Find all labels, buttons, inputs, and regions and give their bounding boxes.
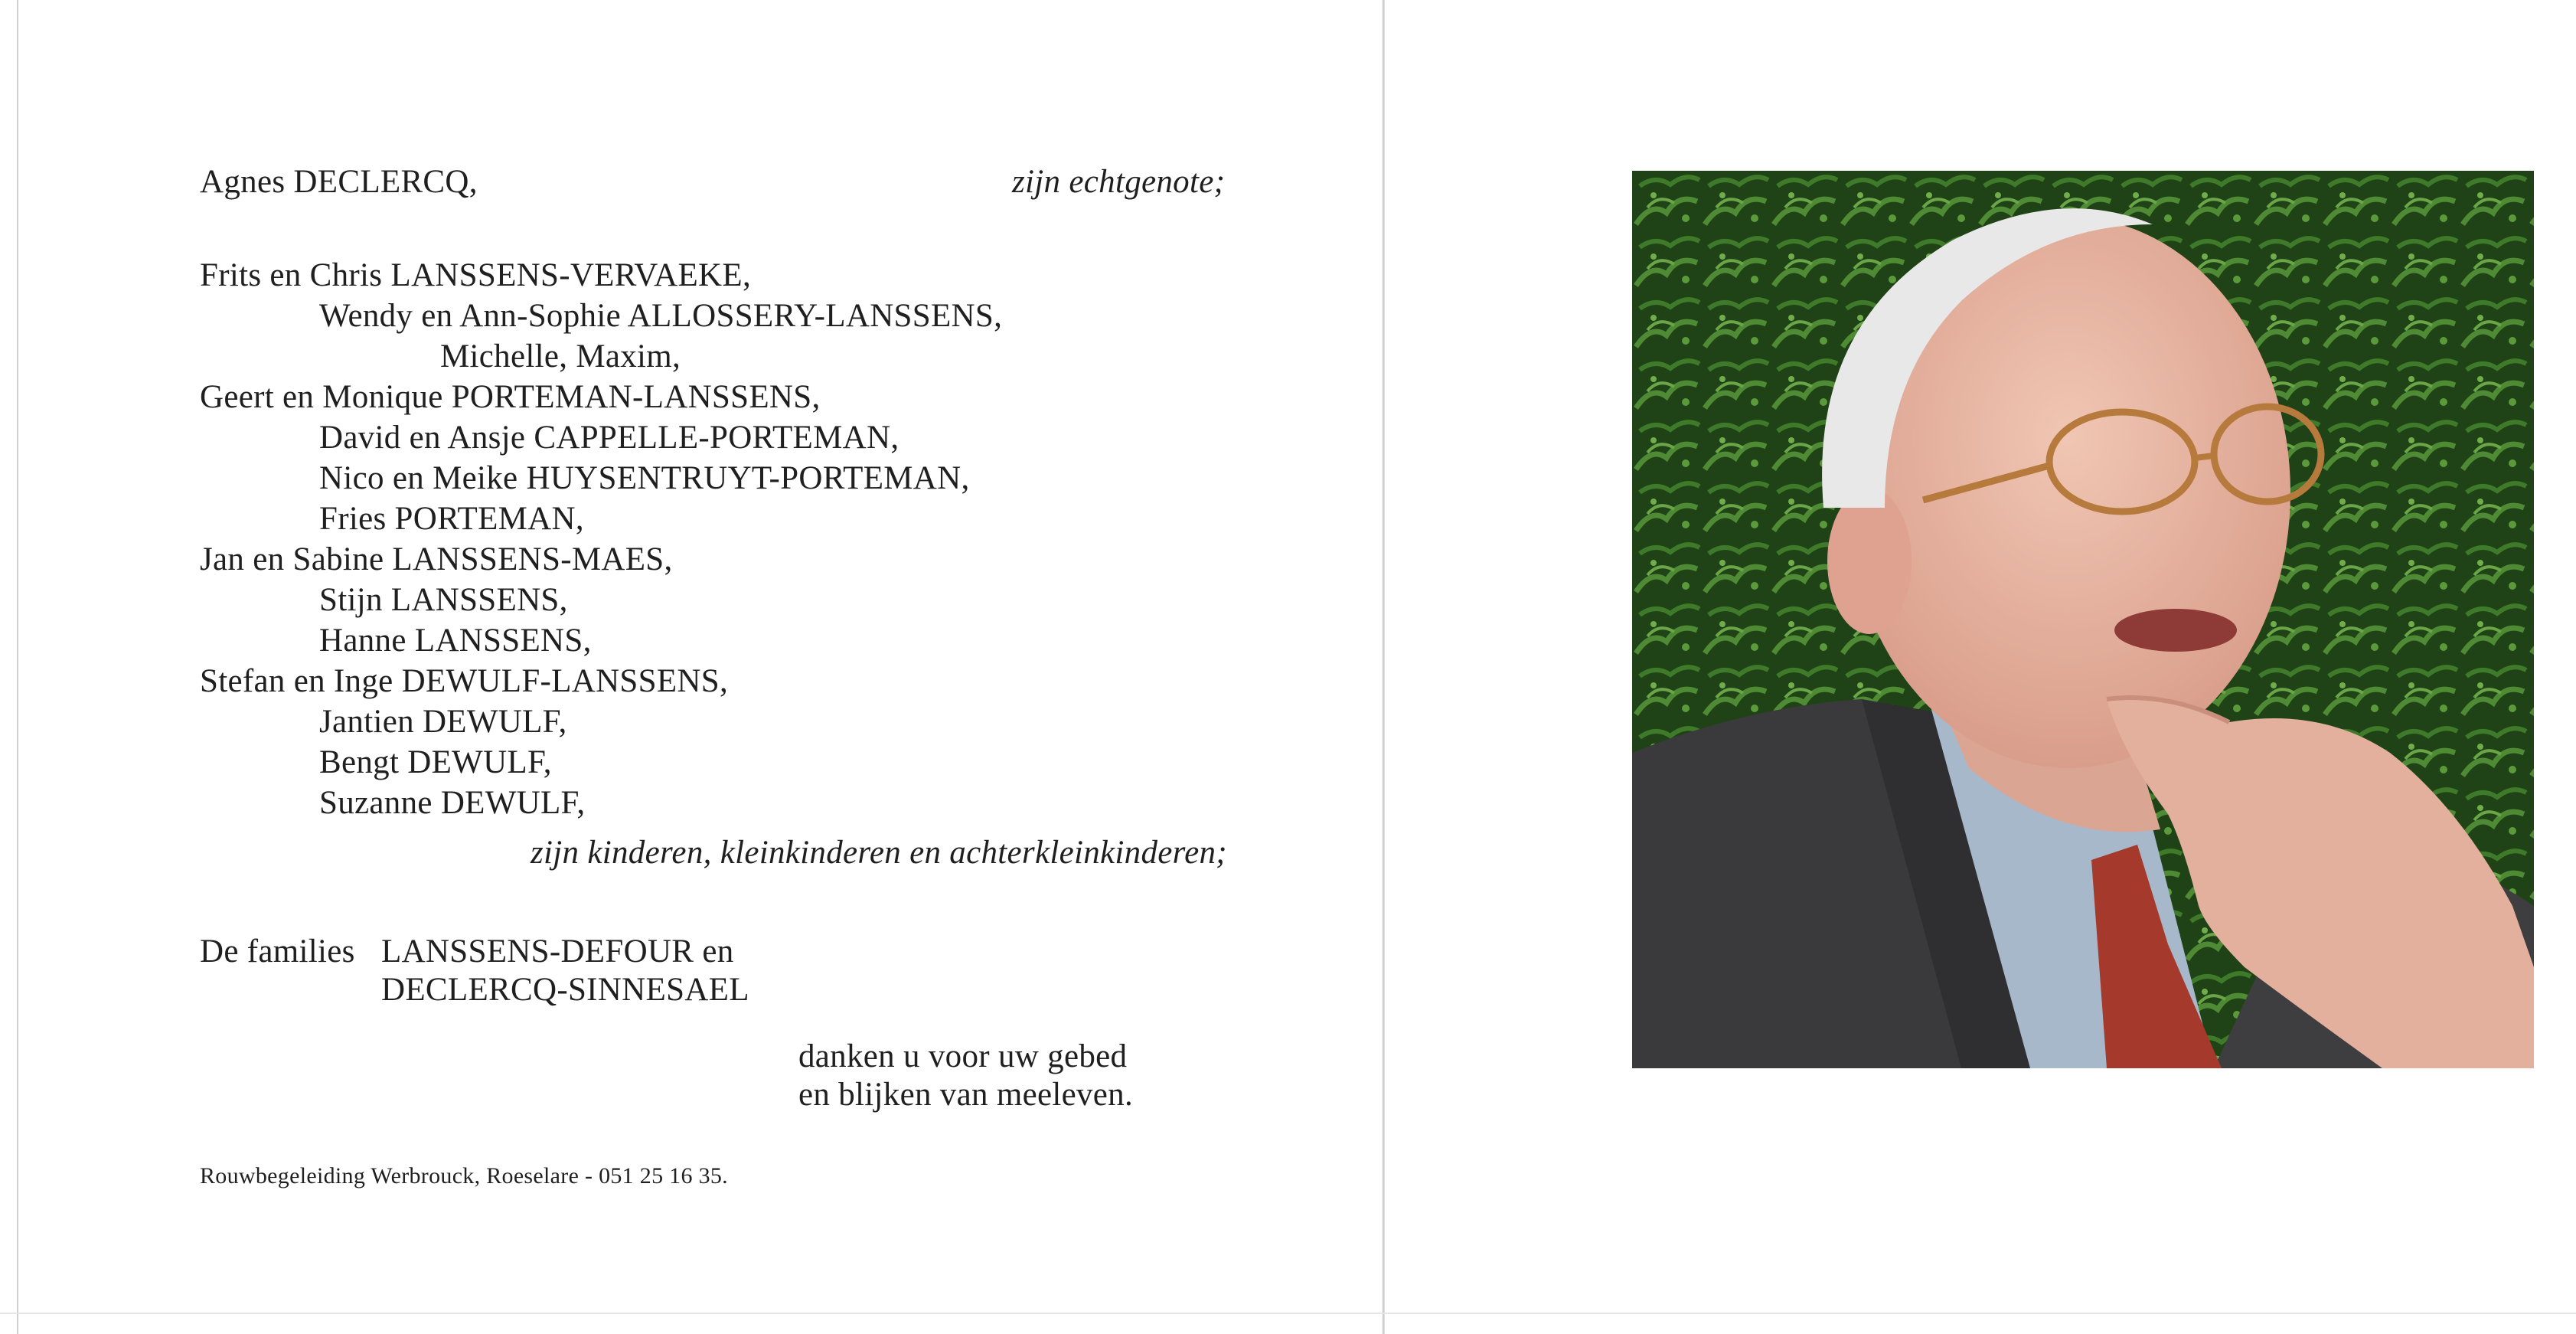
family-line: Jantien DEWULF,: [319, 704, 567, 740]
family-line: Frits en Chris LANSSENS-VERVAEKE,: [200, 257, 751, 293]
page-edge: [17, 0, 18, 1334]
family-line: David en Ansje CAPPELLE-PORTEMAN,: [319, 420, 899, 456]
page-bottom-edge: [0, 1313, 2576, 1314]
family-line: Suzanne DEWULF,: [319, 785, 586, 821]
families-name: DECLERCQ-SINNESAEL: [381, 972, 749, 1008]
portrait-image: [1632, 171, 2534, 1068]
spouse-role: zijn echtgenote;: [1012, 164, 1226, 200]
family-line: Fries PORTEMAN,: [319, 501, 584, 537]
children-role: zijn kinderen, kleinkinderen en achterkleinkinderen;: [531, 835, 1227, 871]
family-line: Wendy en Ann-Sophie ALLOSSERY-LANSSENS,: [319, 298, 1003, 334]
spouse-name: Agnes DECLERCQ,: [200, 164, 478, 200]
families-name: LANSSENS-DEFOUR en: [381, 933, 734, 969]
thanks-line: danken u voor uw gebed: [798, 1038, 1128, 1074]
family-line: Geert en Monique PORTEMAN-LANSSENS,: [200, 379, 821, 415]
family-line: Stefan en Inge DEWULF-LANSSENS,: [200, 663, 729, 699]
funeral-home-footer: Rouwbegeleiding Werbrouck, Roeselare - 051 25 16 35.: [200, 1163, 728, 1189]
family-line: Michelle, Maxim,: [440, 338, 681, 374]
portrait-photo: [1632, 171, 2534, 1068]
family-line: Jan en Sabine LANSSENS-MAES,: [200, 541, 673, 577]
family-line: Stijn LANSSENS,: [319, 582, 568, 618]
thanks-line: en blijken van meeleven.: [798, 1077, 1134, 1113]
family-line: Hanne LANSSENS,: [319, 623, 592, 659]
family-line: Bengt DEWULF,: [319, 744, 552, 780]
families-label: De families: [200, 933, 355, 969]
family-line: Nico en Meike HUYSENTRUYT-PORTEMAN,: [319, 460, 970, 496]
